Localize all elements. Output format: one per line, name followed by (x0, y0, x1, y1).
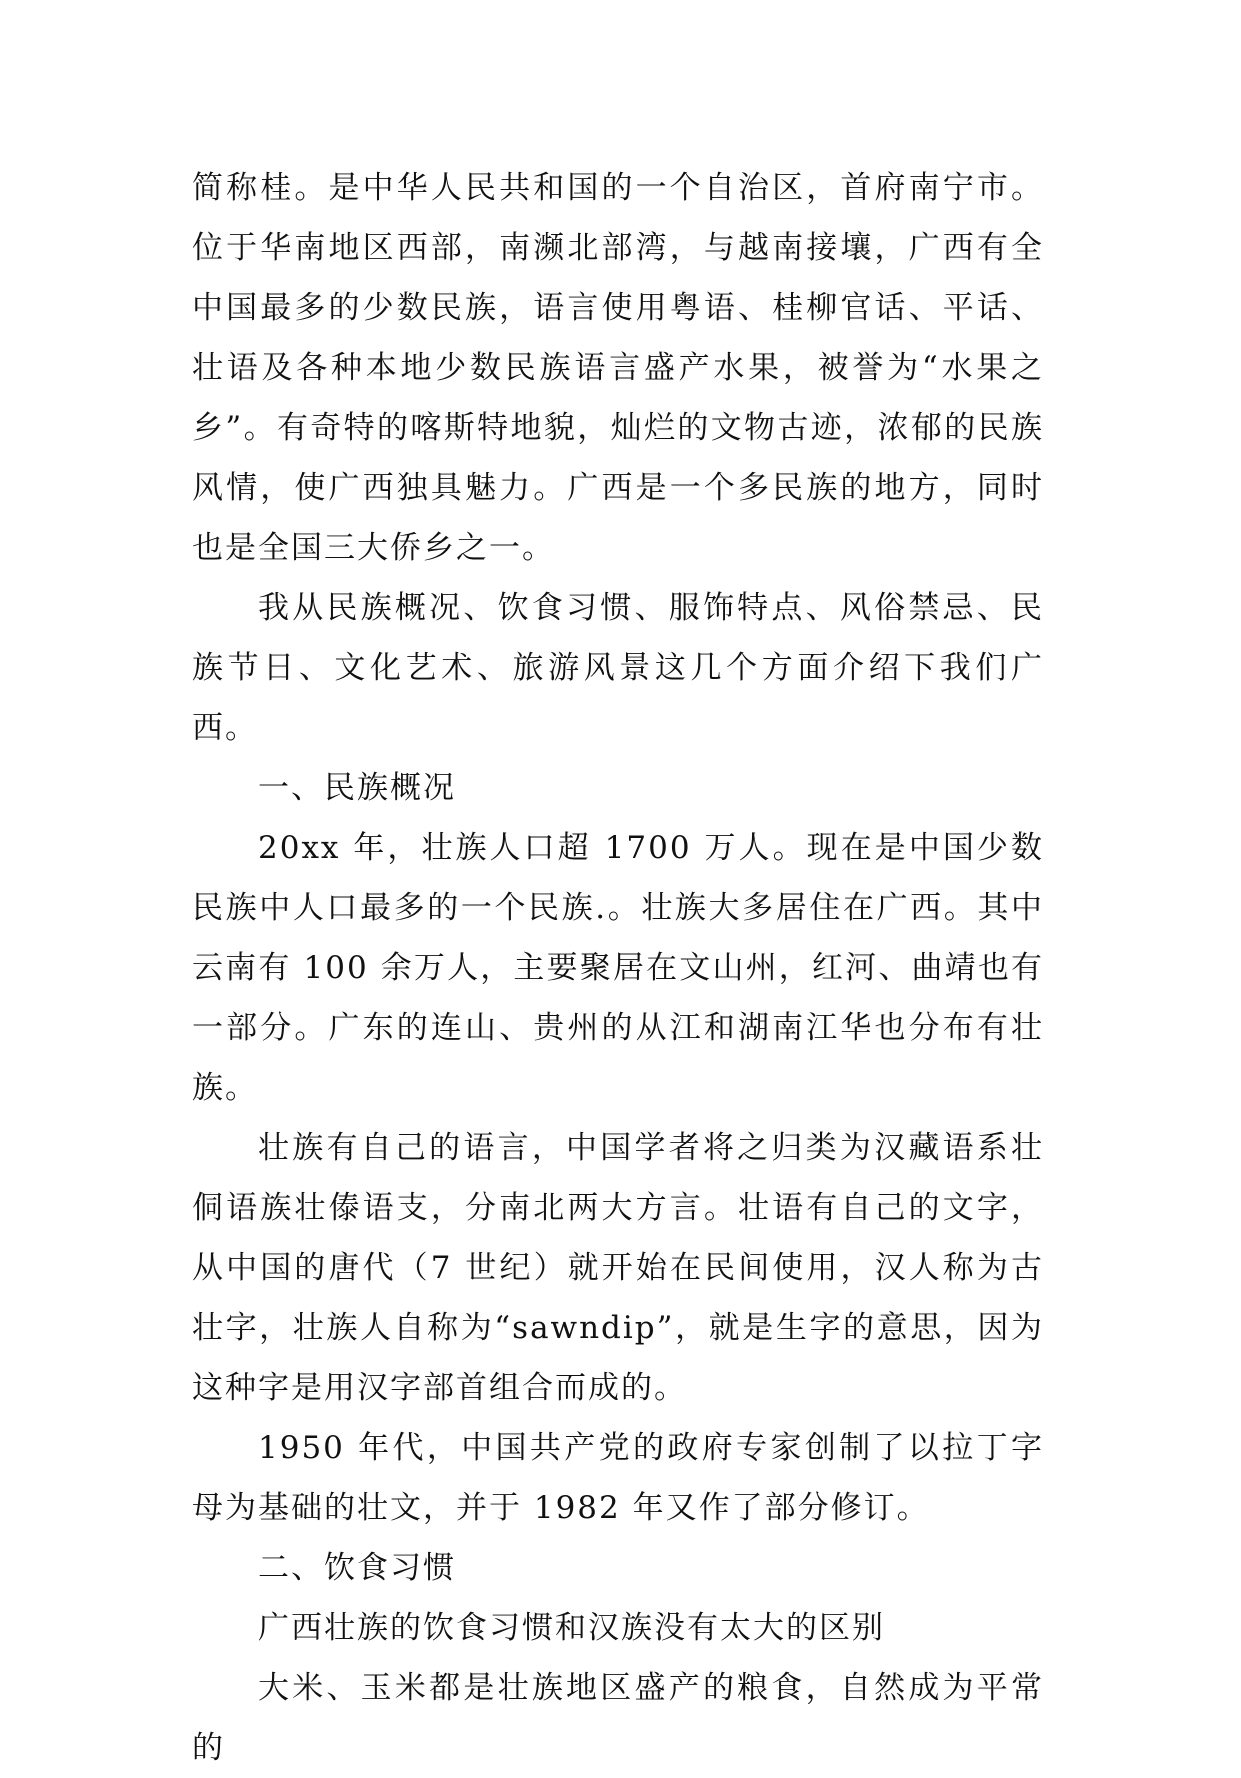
paragraph-language: 壮族有自己的语言，中国学者将之归类为汉藏语系壮侗语族壮傣语支，分南北两大方言。壮语有自己的文字，从中国的唐代（7 世纪）就开始在民间使用，汉人称为古壮字，壮族人自称为“sawndip”，就是生字的意思，因为这种字是用汉字部首组合而成的。 (192, 1130, 1044, 1406)
paragraph-staple-food: 大米、玉米都是壮族地区盛产的粮食，自然成为平常的 (192, 1670, 1044, 1766)
paragraph-population: 20xx 年，壮族人口超 1700 万人。现在是中国少数民族中人口最多的一个民族.。壮族大多居住在广西。其中云南有 100 余万人，主要聚居在文山州，红河、曲靖也有一部分。广东的连山、贵州的从江和湖南江华也分布有壮族。 (192, 830, 1044, 1106)
document-page (192, 158, 1044, 1778)
section-heading-diet: 二、饮食习惯 (258, 1550, 456, 1586)
paragraph-intro: 简称桂。是中华人民共和国的一个自治区，首府南宁市。位于华南地区西部，南濒北部湾，与越南接壤，广西有全中国最多的少数民族，语言使用粤语、桂柳官话、平话、壮语及各种本地少数民族语言盛产水果，被誉为“水果之乡”。有奇特的喀斯特地貌，灿烂的文物古迹，浓郁的民族风情，使广西独具魅力。广西是一个多民族的地方，同时也是全国三大侨乡之一。 (192, 170, 1044, 566)
paragraph-script-reform: 1950 年代，中国共产党的政府专家创制了以拉丁字母为基础的壮文，并于 1982 年又作了部分修订。 (192, 1430, 1044, 1526)
section-heading-ethnic-overview: 一、民族概况 (258, 770, 456, 806)
paragraph-overview-topics: 我从民族概况、饮食习惯、服饰特点、风俗禁忌、民族节日、文化艺术、旅游风景这几个方面介绍下我们广西。 (192, 590, 1044, 746)
paragraph-diet-summary: 广西壮族的饮食习惯和汉族没有太大的区别 (258, 1610, 885, 1646)
